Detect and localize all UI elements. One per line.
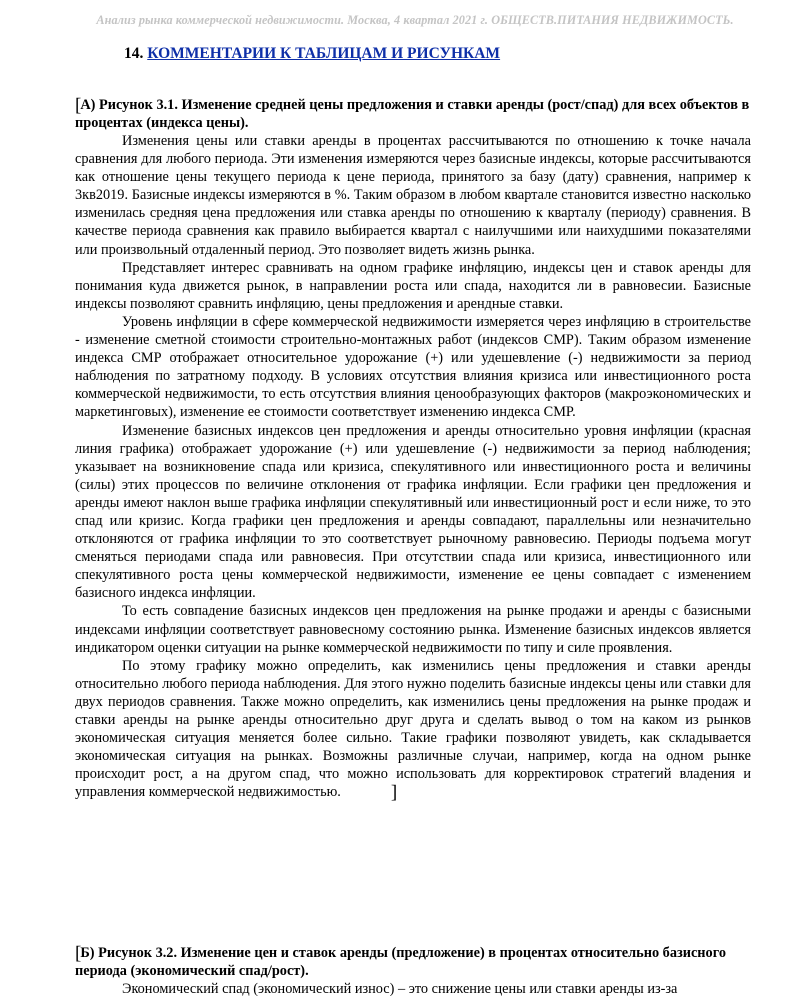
section-title-link[interactable]: КОММЕНТАРИИ К ТАБЛИЦАМ И РИСУНКАМ [147,45,501,62]
paragraph-last [75,657,751,802]
subsection-figure-3-1 [75,95,751,804]
paragraph-cut-off: Экономический спад (экономический износ) – это снижение цены или ставки аренды из-за [122,981,678,996]
paragraph: Уровень инфляции в сфере коммерческой недвижимости измеряется через инфляцию в строительстве - изменение сметной стоимости строительно-монтажных работ (индексов СМР). Таким образом изменение индекса СМР отображает относительное удорожание (+) или удешевление (-) недвижимости за период наблюдения по затратному подходу. В условиях отсутствия влияния кризиса или инвестиционного роста коммерческой недвижимости, то есть отсутствия влияния ценообразующих факторов (макроэкономических и маркетинговых), изменение ее стоимости соответствует изменению индекса СМР. [75,313,751,421]
section-number: 14. [124,45,148,62]
paragraph: То есть совпадение базисных индексов цен предложения на рынке продажи и аренды с базисными индексами инфляции соответствует равновесному состоянию рынка. Изменение базисных индексов является индикатором оценки ситуации на рынке коммерческой недвижимости по типу и силе проявления. [75,603,751,656]
subsection-figure-3-2 [75,944,751,996]
opening-bracket: [ [75,95,82,116]
subsection-body [75,132,751,804]
section-title [124,45,500,63]
paragraph: Изменения цены или ставки аренды в процентах рассчитываются по отношению к точке начала сравнения для любого периода. Эти изменения измеряются через базисные индексы, которые рассчитываются как отношение цены текущего периода к цене периода, принятого за базу (дату) сравнения, например к 3кв2019. Базисные индексы измеряются в %. Таким образом в любом квартале становится известно насколько изменилась средняя цена предложения или ставка аренды по отношению к кварталу (периоду) сравнения. В качестве периода сравнения как правило выбирается квартал с наилучшими или наихудшими показателями или произвольный отдаленный период. Это позволяет видеть жизнь рынка. [75,133,751,258]
subsection-heading [75,96,751,132]
subsection-heading-text: Б) Рисунок 3.2. Изменение цен и ставок аренды (предложение) в процентах относительно базисного периода (экономический спад/рост). [75,945,726,979]
paragraph: Представляет интерес сравнивать на одном графике инфляцию, индексы цен и ставок аренды для понимания куда движется рынок, в направлении роста или спада, находится ли в равновесии. Базисные индексы позволяют сравнить инфляцию, цены предложения и арендные ставки. [75,259,751,312]
paragraph: Изменение базисных индексов цен предложения и аренды относительно уровня инфляции (красная линия графика) отображает удорожание (+) или удешевление (-) недвижимости за период наблюдения; указывает на возникновение спада или кризиса, спекулятивного или инвестиционного роста и величины (силы) этих процессов по величине отклонения от графика инфляции. Если графики цен предложения и аренды имеют наклон выше графика инфляции спекулятивный или инвестиционный рост и если ниже, то это спад или кризис. Когда графики цен предложения и аренды совпадают, параллельны или незначительно отклоняются от графика инфляции то это соответствует рыночному равновесию. Периоды подъема могут сменяться периодами спада или равновесия. При отсутствии спада или кризиса, инвестиционного или спекулятивного роста цены коммерческой недвижимости, изменение ее цены совпадает с изменением базисного индекса инфляции. [75,422,751,602]
closing-bracket: ] [390,782,398,804]
subsection-heading-text: А) Рисунок 3.1. Изменение средней цены предложения и ставки аренды (рост/спад) для всех объектов в процентах (индекса цены). [75,97,750,131]
paragraph-text: По этому графику можно определить, как изменились цены предложения и ставки аренды относительно любого периода наблюдения. Для этого нужно поделить базисные индексы цены или ставки для двух периодов сравнения. Также можно определить, как изменились цены предложения на рынке продаж и ставки аренды на рынке аренды относительно друг друга и сделать вывод о том на каком из рынков экономическая ситуация меняется более сильно. Такие графики позволяют увидеть, как складывается экономическая ситуация на рынках. Возможны различные случаи, например, когда на одном рынке происходит рост, а на другом спад, что можно использовать для корректировок стратегий владения и управления коммерческой недвижимостью. [75,657,751,801]
running-header: Анализ рынка коммерческой недвижимости. Москва, 4 квартал 2021 г. ОБЩЕСТВ.ПИТАНИЯ НЕДВИЖИМОСТЬ. [96,13,734,27]
opening-bracket: [ [75,943,82,964]
subsection-heading [75,944,751,980]
